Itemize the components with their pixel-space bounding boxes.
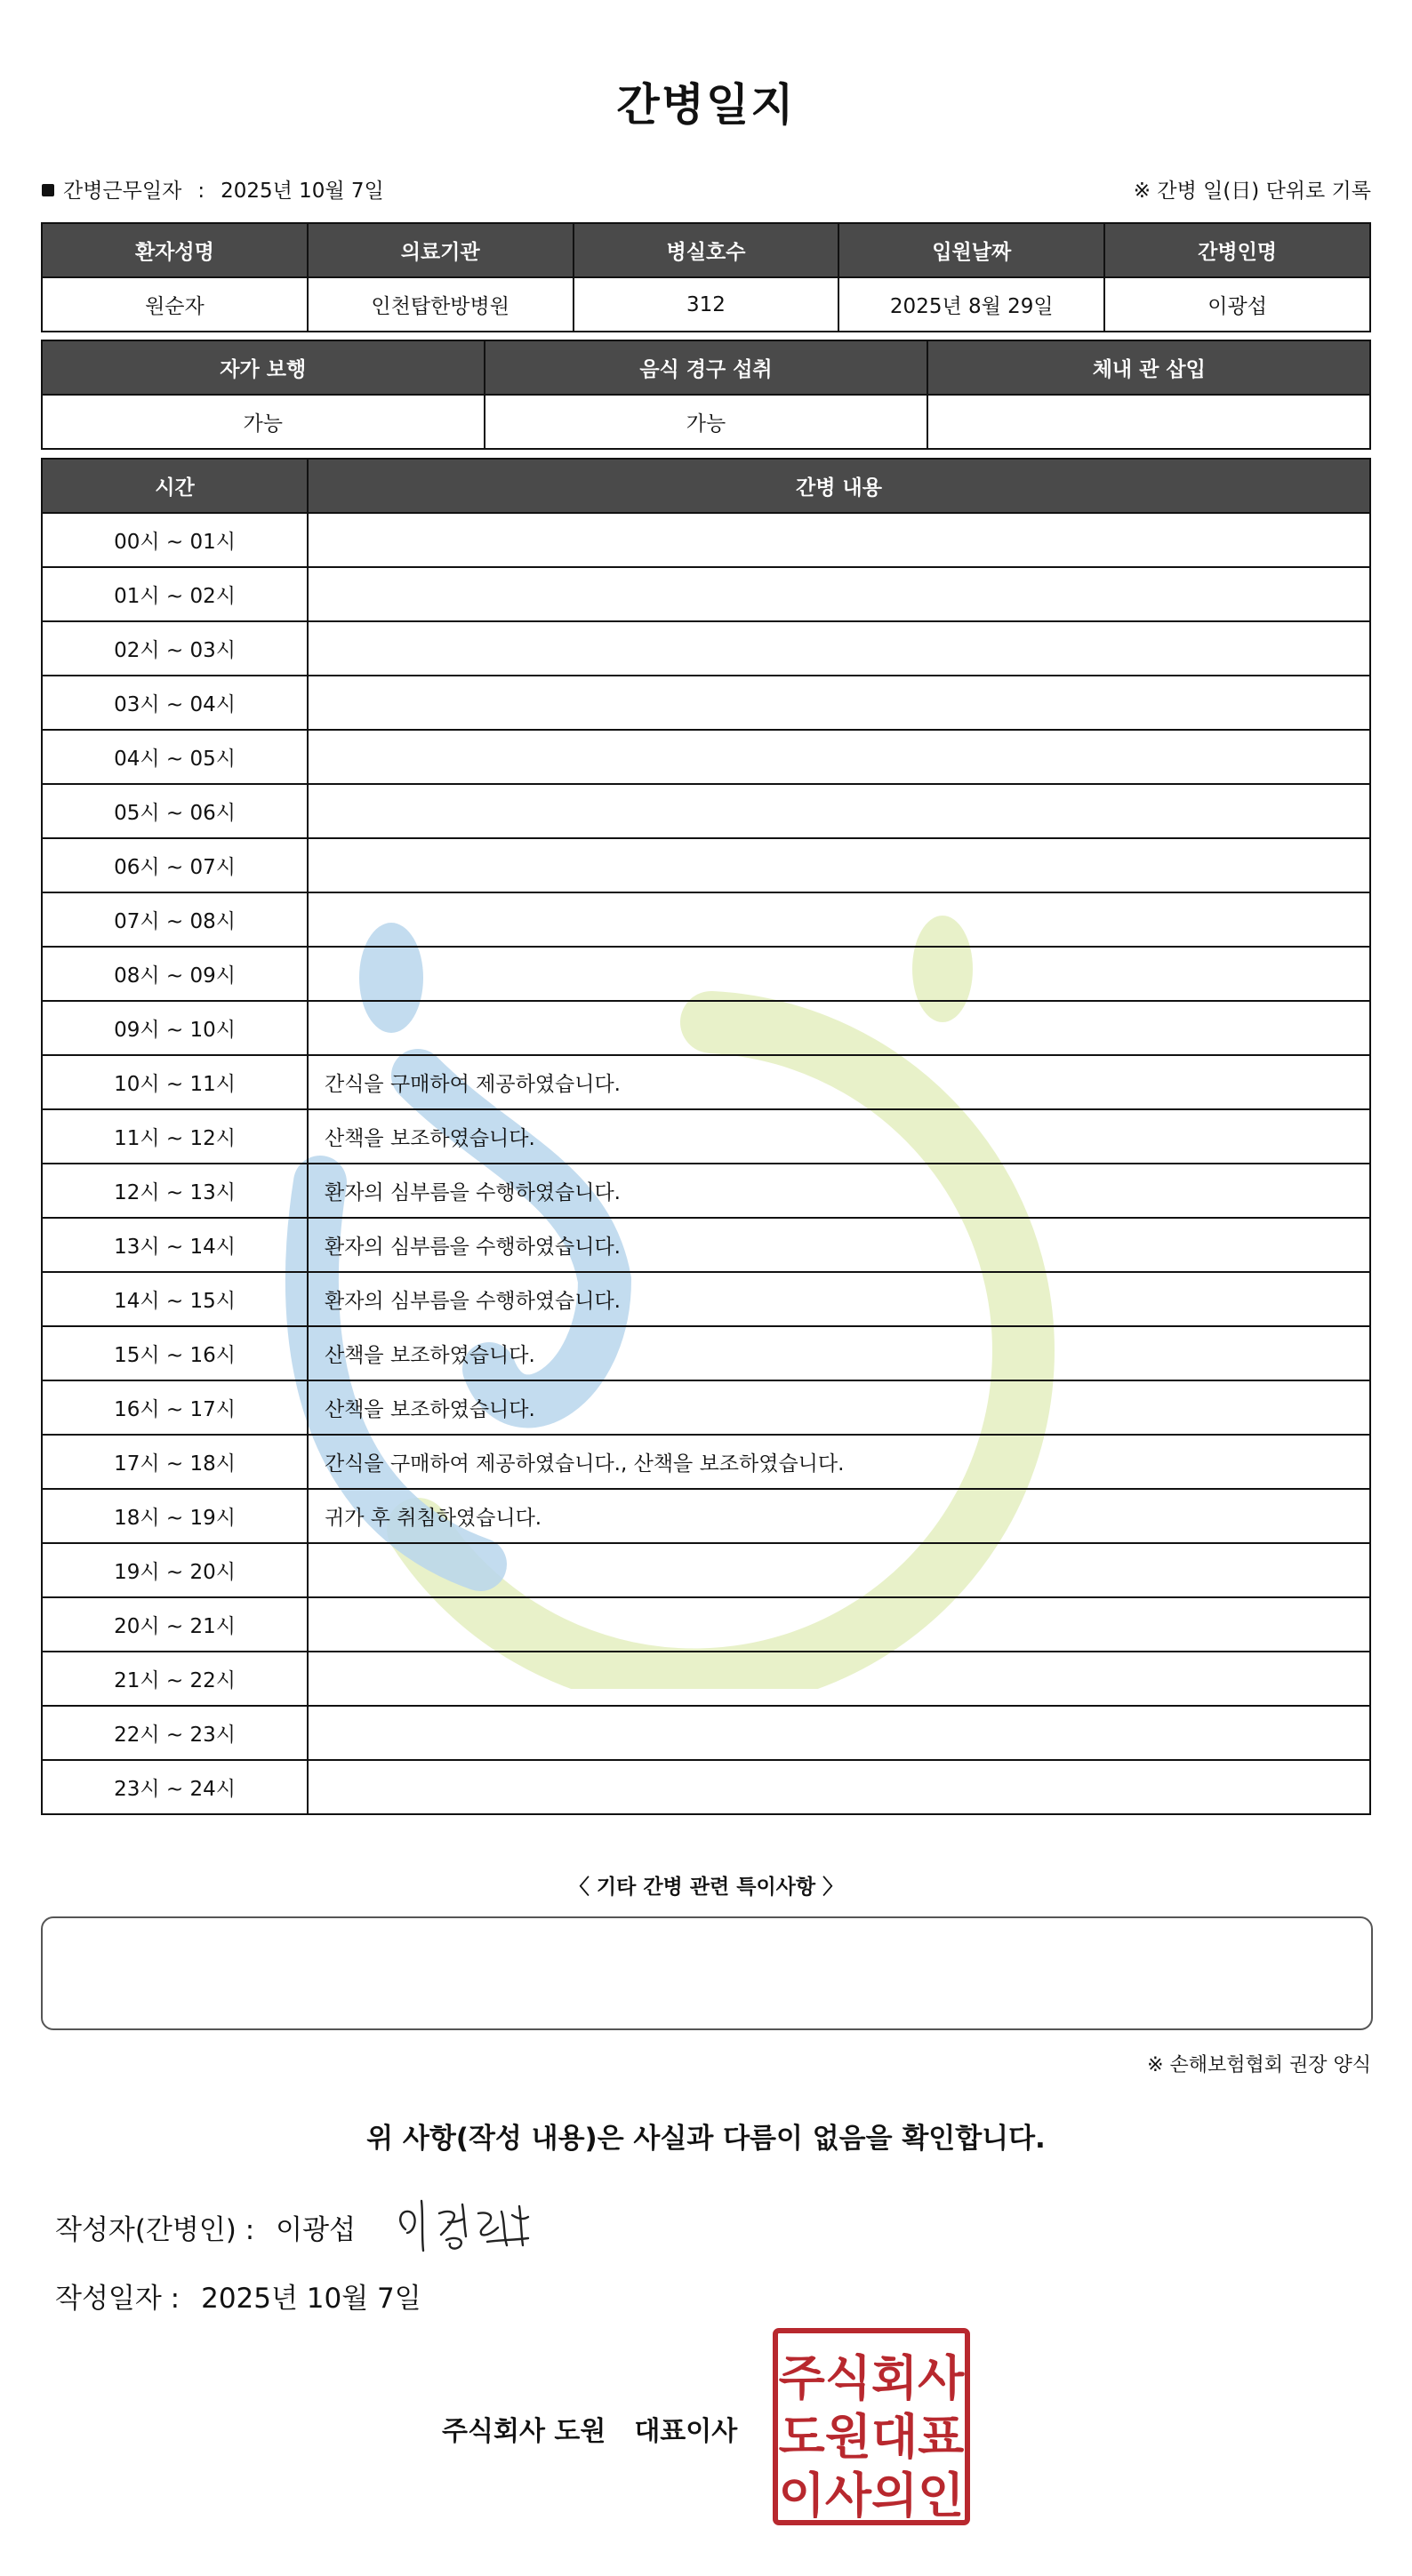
- log-content-cell: 산책을 보조하였습니다.: [308, 1326, 1370, 1380]
- log-row: [42, 730, 1370, 784]
- log-content-cell: [308, 1001, 1370, 1055]
- log-row: [42, 1435, 1370, 1489]
- log-content-cell: 귀가 후 취침하였습니다.: [308, 1489, 1370, 1543]
- log-time-cell: 15시 ~ 16시: [42, 1326, 308, 1380]
- header-time: 시간: [42, 459, 308, 513]
- log-content-cell: 산책을 보조하였습니다.: [308, 1380, 1370, 1435]
- log-time-cell: 00시 ~ 01시: [42, 513, 308, 567]
- header-caregiver-name: 간병인명: [1104, 223, 1370, 277]
- write-date-label: 작성일자 :: [55, 2283, 181, 2315]
- log-content-cell: [308, 730, 1370, 784]
- log-row: [42, 567, 1370, 621]
- handwritten-signature: [389, 2196, 550, 2258]
- log-content-cell: [308, 892, 1370, 947]
- log-content-cell: [308, 784, 1370, 838]
- log-content-cell: 간식을 구매하여 제공하였습니다.: [308, 1055, 1370, 1109]
- write-date-value: 2025년 10월 7일: [201, 2283, 421, 2315]
- company-seal-stamp: [772, 2327, 971, 2526]
- log-row: [42, 1001, 1370, 1055]
- remarks-title: 〈 기타 간병 관련 특이사항 〉: [568, 1876, 844, 1899]
- log-time-cell: 23시 ~ 24시: [42, 1760, 308, 1814]
- work-date-line: [42, 174, 384, 204]
- log-time-cell: 10시 ~ 11시: [42, 1055, 308, 1109]
- log-content-cell: 환자의 심부름을 수행하였습니다.: [308, 1272, 1370, 1326]
- patient-condition-table: [41, 340, 1371, 450]
- log-row: [42, 1652, 1370, 1706]
- log-row: [42, 784, 1370, 838]
- header-oral-intake: 음식 경구 섭취: [485, 340, 928, 395]
- log-content-cell: [308, 838, 1370, 892]
- log-time-cell: 18시 ~ 19시: [42, 1489, 308, 1543]
- writer-name: 이광섭: [276, 2214, 357, 2246]
- header-hospital: 의료기관: [308, 223, 574, 277]
- log-time-cell: 06시 ~ 07시: [42, 838, 308, 892]
- document-title: 간병일지: [616, 79, 796, 131]
- patient-info-value-row: [42, 277, 1370, 332]
- oral-intake-value: 가능: [485, 395, 928, 449]
- log-content-cell: [308, 947, 1370, 1001]
- log-row: [42, 1272, 1370, 1326]
- seal-line-2: 도원대표: [778, 2409, 965, 2465]
- log-row: [42, 1597, 1370, 1652]
- confirmation-statement: 위 사항(작성 내용)은 사실과 다름이 없음을 확인합니다.: [366, 2123, 1046, 2155]
- log-row: [42, 838, 1370, 892]
- log-time-cell: 16시 ~ 17시: [42, 1380, 308, 1435]
- log-row: [42, 1218, 1370, 1272]
- hospital-name: 인천탑한방병원: [308, 277, 574, 332]
- log-content-cell: [308, 1706, 1370, 1760]
- work-date-value: 2025년 10월 7일: [221, 180, 384, 203]
- log-time-cell: 11시 ~ 12시: [42, 1109, 308, 1164]
- room-number: 312: [574, 277, 839, 332]
- company-line: [442, 2409, 737, 2448]
- log-content-cell: [308, 567, 1370, 621]
- log-row: [42, 621, 1370, 676]
- log-row: [42, 1380, 1370, 1435]
- condition-value-row: [42, 395, 1370, 449]
- log-row: [42, 892, 1370, 947]
- log-time-cell: 13시 ~ 14시: [42, 1218, 308, 1272]
- log-header-row: [42, 459, 1370, 513]
- condition-header-row: [42, 340, 1370, 395]
- log-content-cell: [308, 676, 1370, 730]
- admission-date: 2025년 8월 29일: [838, 277, 1104, 332]
- log-content-cell: [308, 621, 1370, 676]
- log-content-cell: [308, 513, 1370, 567]
- representative-title: 대표이사: [634, 2416, 738, 2447]
- log-time-cell: 09시 ~ 10시: [42, 1001, 308, 1055]
- header-tube-insertion: 체내 관 삽입: [927, 340, 1370, 395]
- log-time-cell: 02시 ~ 03시: [42, 621, 308, 676]
- header-care-content: 간병 내용: [308, 459, 1370, 513]
- log-row: [42, 1326, 1370, 1380]
- log-row: [42, 1760, 1370, 1814]
- header-patient-name: 환자성명: [42, 223, 308, 277]
- log-row: [42, 1109, 1370, 1164]
- log-time-cell: 01시 ~ 02시: [42, 567, 308, 621]
- log-row: [42, 947, 1370, 1001]
- company-name: 주식회사 도원: [442, 2416, 606, 2447]
- log-content-cell: 환자의 심부름을 수행하였습니다.: [308, 1164, 1370, 1218]
- tube-insertion-value: [927, 395, 1370, 449]
- log-time-cell: 19시 ~ 20시: [42, 1543, 308, 1597]
- log-time-cell: 03시 ~ 04시: [42, 676, 308, 730]
- remarks-box: [41, 1916, 1373, 2030]
- log-content-cell: 환자의 심부름을 수행하였습니다.: [308, 1218, 1370, 1272]
- seal-line-1: 주식회사: [778, 2350, 965, 2406]
- patient-info-header-row: [42, 223, 1370, 277]
- log-time-cell: 08시 ~ 09시: [42, 947, 308, 1001]
- log-time-cell: 17시 ~ 18시: [42, 1435, 308, 1489]
- caregiver-name: 이광섭: [1104, 277, 1370, 332]
- work-date-separator: :: [197, 180, 205, 203]
- log-content-cell: [308, 1652, 1370, 1706]
- log-row: [42, 1055, 1370, 1109]
- log-time-cell: 12시 ~ 13시: [42, 1164, 308, 1218]
- log-content-cell: [308, 1597, 1370, 1652]
- log-content-cell: [308, 1543, 1370, 1597]
- log-row: [42, 1489, 1370, 1543]
- log-time-cell: 04시 ~ 05시: [42, 730, 308, 784]
- log-time-cell: 22시 ~ 23시: [42, 1706, 308, 1760]
- header-room-number: 병실호수: [574, 223, 839, 277]
- work-date-label: 간병근무일자: [63, 180, 182, 203]
- writer-line: [55, 2207, 356, 2247]
- log-content-cell: 산책을 보조하였습니다.: [308, 1109, 1370, 1164]
- seal-line-3: 이사의인: [778, 2468, 965, 2524]
- recommended-form-note: ※ 손해보험협회 권장 양식: [1147, 2054, 1371, 2076]
- log-time-cell: 05시 ~ 06시: [42, 784, 308, 838]
- log-time-cell: 14시 ~ 15시: [42, 1272, 308, 1326]
- log-time-cell: 20시 ~ 21시: [42, 1597, 308, 1652]
- log-content-cell: [308, 1760, 1370, 1814]
- log-time-cell: 07시 ~ 08시: [42, 892, 308, 947]
- header-self-walking: 자가 보행: [42, 340, 485, 395]
- patient-info-table: [41, 222, 1371, 332]
- log-time-cell: 21시 ~ 22시: [42, 1652, 308, 1706]
- square-bullet-icon: [42, 184, 54, 196]
- write-date-line: [55, 2276, 421, 2316]
- log-row: [42, 1706, 1370, 1760]
- header-admission-date: 입원날짜: [838, 223, 1104, 277]
- log-row: [42, 1164, 1370, 1218]
- log-content-cell: 간식을 구매하여 제공하였습니다., 산책을 보조하였습니다.: [308, 1435, 1370, 1489]
- log-row: [42, 513, 1370, 567]
- log-row: [42, 1543, 1370, 1597]
- writer-label: 작성자(간병인) :: [55, 2214, 255, 2246]
- self-walking-value: 가능: [42, 395, 485, 449]
- log-row: [42, 676, 1370, 730]
- daily-record-note: ※ 간병 일(日) 단위로 기록: [1133, 180, 1371, 203]
- patient-name: 원순자: [42, 277, 308, 332]
- hourly-care-log-table: [41, 458, 1371, 1815]
